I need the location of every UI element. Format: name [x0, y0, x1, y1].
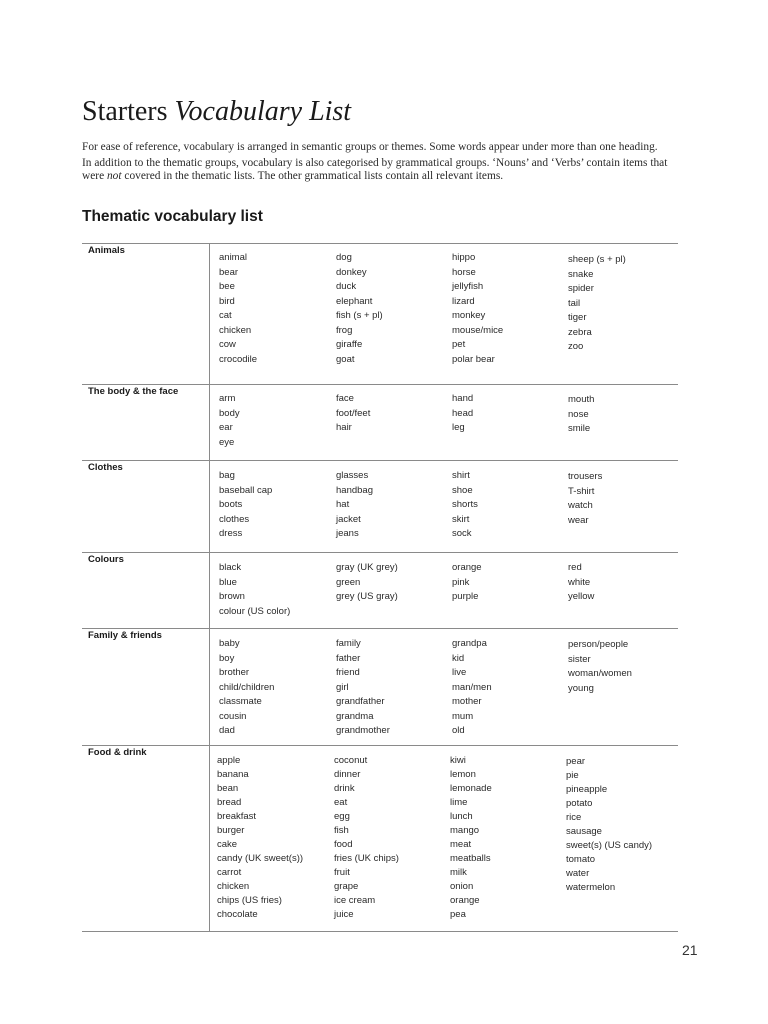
word-item: chocolate — [217, 909, 258, 920]
word-item: smile — [568, 423, 591, 434]
word-item: yellow — [568, 591, 595, 602]
word-item: glasses — [336, 470, 369, 481]
word-item: family — [336, 638, 361, 649]
category-label-animals: Animals — [88, 245, 125, 256]
word-item: old — [452, 725, 465, 736]
word-column — [336, 637, 390, 739]
word-item: zebra — [568, 326, 592, 338]
word-item: chips (US fries) — [217, 895, 282, 906]
word-item: dad — [219, 725, 235, 736]
table-divider — [82, 243, 678, 244]
word-item: colour (US color) — [219, 605, 291, 617]
word-item: kid — [452, 652, 465, 664]
word-item: purple — [452, 591, 479, 602]
word-item: elephant — [336, 295, 373, 307]
category-label-food-drink: Food & drink — [88, 747, 147, 758]
word-item: gray (UK grey) — [336, 562, 398, 573]
word-item: boy — [219, 652, 235, 664]
table-divider — [82, 931, 678, 932]
word-item: kiwi — [450, 755, 466, 766]
word-item: ice cream — [334, 895, 376, 906]
word-item: grey (US gray) — [336, 591, 398, 602]
word-item: jacket — [336, 513, 361, 525]
word-item: father — [336, 652, 361, 664]
word-item: crocodile — [219, 353, 258, 365]
word-item: shorts — [452, 499, 478, 510]
word-item: sheep (s + pl) — [568, 254, 626, 265]
word-item: hat — [336, 499, 350, 510]
word-item: head — [452, 407, 474, 419]
table-divider — [82, 384, 678, 385]
word-item: handbag — [336, 484, 373, 496]
word-item: food — [334, 839, 353, 850]
page-title — [82, 96, 351, 128]
word-item: woman/women — [568, 668, 632, 679]
word-item: jeans — [336, 528, 359, 539]
word-item: mouse/mice — [452, 324, 504, 336]
word-column — [219, 392, 240, 450]
word-item: orange — [452, 562, 482, 573]
word-column — [219, 561, 290, 619]
page-number: 21 — [682, 942, 698, 958]
word-item: tomato — [566, 854, 596, 865]
word-item: sausage — [566, 826, 602, 837]
word-column — [566, 755, 652, 895]
word-item: classmate — [219, 696, 262, 707]
word-item: foot/feet — [336, 407, 371, 419]
word-item: polar bear — [452, 353, 495, 365]
word-item: clothes — [219, 513, 250, 525]
word-item: shoe — [452, 484, 473, 496]
word-item: lizard — [452, 295, 475, 307]
category-label-body-face: The body & the face — [88, 386, 179, 397]
table-divider — [82, 460, 678, 461]
word-item: face — [336, 393, 354, 404]
word-column — [334, 754, 399, 922]
intro-p2-start: In addition to the thematic groups, vocabulary is also categorised by grammatical groups. ‘Nouns’ and ‘Verbs’ contain items that were — [82, 157, 668, 182]
word-item: lunch — [450, 811, 473, 822]
word-item: fries (UK chips) — [334, 853, 399, 864]
table-divider — [82, 628, 678, 629]
word-item: skirt — [452, 513, 470, 525]
word-item: fish — [334, 825, 349, 836]
word-item: pea — [450, 909, 466, 920]
word-item: lemon — [450, 769, 476, 780]
word-column — [452, 469, 478, 542]
word-column — [219, 469, 272, 542]
word-item: leg — [452, 422, 465, 433]
word-item: fruit — [334, 867, 350, 878]
word-item: jellyfish — [452, 281, 484, 292]
table-divider — [82, 552, 678, 553]
word-item: coconut — [334, 755, 368, 766]
section-heading: Thematic vocabulary list — [82, 208, 263, 225]
word-item: green — [336, 576, 361, 588]
word-item: mum — [452, 710, 474, 722]
word-item: pet — [452, 339, 466, 350]
word-item: breakfast — [217, 811, 257, 822]
column-divider — [209, 243, 210, 931]
word-item: person/people — [568, 639, 629, 650]
word-item: fish (s + pl) — [336, 310, 383, 321]
word-item: carrot — [217, 867, 242, 878]
word-item: grandmother — [336, 725, 390, 736]
word-item: potato — [566, 798, 593, 809]
word-item: lemonade — [450, 783, 492, 794]
category-label-clothes: Clothes — [88, 462, 123, 473]
word-item: watch — [568, 500, 593, 511]
word-item: cake — [217, 839, 238, 850]
word-item: boots — [219, 499, 243, 510]
intro-paragraph-2 — [82, 157, 682, 183]
word-item: child/children — [219, 681, 275, 693]
word-item: dinner — [334, 769, 361, 780]
word-item: grandfather — [336, 696, 385, 707]
word-item: bag — [219, 470, 235, 481]
word-item: dog — [336, 252, 352, 263]
word-item: pie — [566, 770, 579, 781]
category-label-colours: Colours — [88, 554, 124, 565]
title-italic: Vocabulary List — [174, 96, 352, 127]
word-item: orange — [450, 895, 480, 906]
word-item: meat — [450, 839, 472, 850]
word-column — [452, 392, 473, 436]
word-column — [568, 561, 594, 605]
word-column — [568, 253, 626, 355]
intro-paragraph-1: For ease of reference, vocabulary is arranged in semantic groups or themes. Some words appear under more than one heading. — [82, 141, 658, 153]
word-item: grape — [334, 881, 359, 892]
word-item: tiger — [568, 312, 587, 323]
word-item: cow — [219, 339, 236, 350]
word-item: red — [568, 562, 582, 573]
word-item: watermelon — [566, 882, 616, 893]
word-item: onion — [450, 881, 474, 892]
word-item: bean — [217, 783, 239, 794]
word-item: cousin — [219, 710, 247, 722]
word-item: burger — [217, 825, 245, 836]
word-item: hand — [452, 393, 474, 404]
word-item: chicken — [217, 881, 250, 892]
word-item: eat — [334, 797, 348, 808]
word-item: friend — [336, 667, 360, 678]
word-item: tail — [568, 297, 581, 309]
word-item: girl — [336, 681, 349, 693]
title-regular: Starters — [82, 96, 168, 127]
word-item: water — [566, 868, 590, 879]
table-divider — [82, 745, 678, 746]
word-column — [336, 561, 398, 605]
word-item: juice — [334, 909, 354, 920]
word-item: brown — [219, 591, 245, 602]
word-item: giraffe — [336, 339, 363, 350]
word-item: bear — [219, 266, 239, 278]
word-item: duck — [336, 281, 357, 292]
word-column — [219, 637, 274, 739]
word-item: arm — [219, 393, 236, 404]
word-item: nose — [568, 408, 589, 420]
word-item: bee — [219, 281, 235, 292]
word-column — [568, 393, 594, 437]
word-item: T-shirt — [568, 485, 595, 497]
word-item: zoo — [568, 341, 584, 352]
word-item: apple — [217, 755, 241, 766]
word-item: grandma — [336, 710, 374, 722]
word-column — [450, 754, 492, 922]
word-item: hair — [336, 422, 352, 433]
word-column — [336, 469, 373, 542]
word-item: meatballs — [450, 853, 491, 864]
word-item: man/men — [452, 681, 492, 693]
word-item: baseball cap — [219, 484, 273, 496]
word-item: milk — [450, 867, 467, 878]
word-item: mouth — [568, 394, 595, 405]
word-item: snake — [568, 268, 594, 280]
word-column — [217, 754, 303, 922]
intro-text — [82, 141, 682, 183]
word-column — [336, 251, 383, 367]
word-item: wear — [568, 514, 589, 526]
word-item: egg — [334, 811, 350, 822]
word-column — [336, 392, 370, 436]
word-column — [452, 251, 503, 367]
word-item: eye — [219, 436, 235, 448]
word-item: blue — [219, 576, 237, 588]
word-item: brother — [219, 667, 250, 678]
word-item: hippo — [452, 252, 476, 263]
word-column — [452, 561, 482, 605]
word-item: shirt — [452, 470, 470, 481]
word-column — [568, 470, 602, 528]
word-item: chicken — [219, 324, 252, 336]
word-item: ear — [219, 422, 233, 433]
word-item: rice — [566, 812, 582, 823]
word-item: monkey — [452, 310, 486, 321]
word-item: white — [568, 576, 591, 588]
word-item: grandpa — [452, 638, 487, 649]
word-item: young — [568, 682, 594, 694]
word-item: sock — [452, 528, 472, 539]
word-item: trousers — [568, 471, 603, 482]
word-item: horse — [452, 266, 476, 278]
word-item: mother — [452, 696, 482, 707]
word-item: sister — [568, 653, 591, 665]
word-item: animal — [219, 252, 247, 263]
intro-p2-end: covered in the thematic lists. The other grammatical lists contain all relevant items. — [121, 170, 504, 182]
word-item: spider — [568, 283, 594, 294]
word-item: black — [219, 562, 242, 573]
word-column — [568, 638, 632, 696]
word-item: mango — [450, 825, 480, 836]
word-column — [219, 251, 257, 367]
word-item: goat — [336, 353, 355, 365]
category-label-family-friends: Family & friends — [88, 630, 162, 641]
intro-p2-emphasis: not — [106, 170, 122, 182]
word-item: baby — [219, 638, 240, 649]
word-item: pear — [566, 756, 586, 767]
word-item: pineapple — [566, 784, 608, 795]
word-item: bread — [217, 797, 242, 808]
word-item: donkey — [336, 266, 367, 278]
word-item: candy (UK sweet(s)) — [217, 853, 304, 864]
word-item: body — [219, 407, 240, 419]
word-column — [452, 637, 492, 739]
word-item: drink — [334, 783, 355, 794]
word-item: banana — [217, 769, 249, 780]
word-item: lime — [450, 797, 468, 808]
word-item: frog — [336, 324, 353, 336]
word-item: live — [452, 667, 467, 678]
word-item: pink — [452, 576, 470, 588]
word-item: sweet(s) (US candy) — [566, 840, 653, 851]
word-item: cat — [219, 310, 232, 321]
word-item: bird — [219, 295, 235, 307]
word-item: dress — [219, 528, 243, 539]
